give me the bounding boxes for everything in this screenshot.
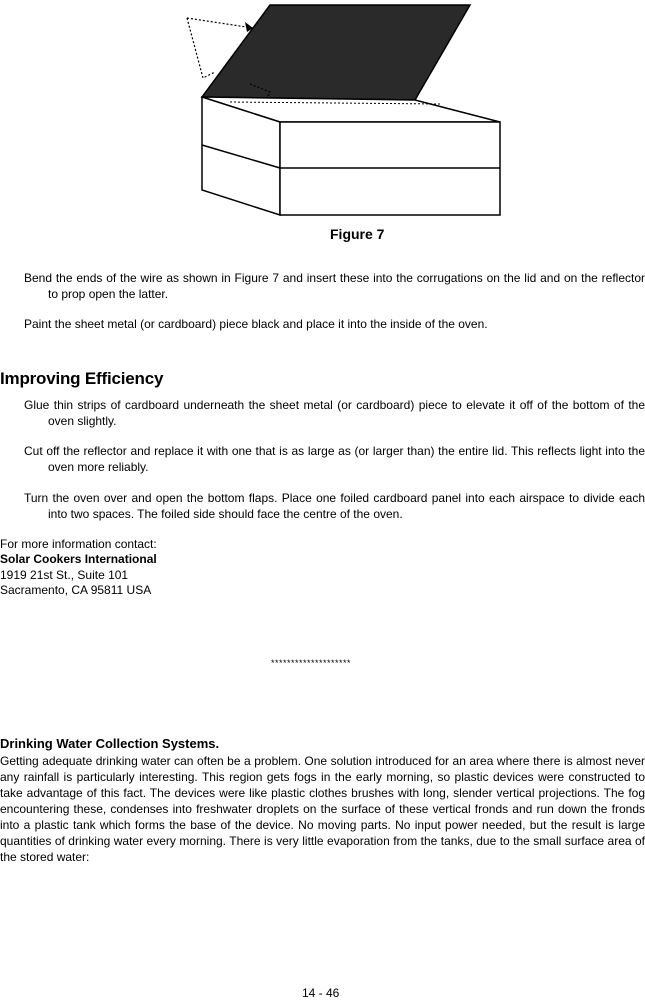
improving-item-3: Turn the oven over and open the bottom flaps. Place one foiled cardboard panel into each airspace to divide each into two spaces. The foiled side should face the centre of the oven.	[24, 491, 645, 521]
paint-instruction: Paint the sheet metal (or cardboard) piece black and place it into the inside of the oven.	[24, 317, 488, 331]
section-separator: ********************	[271, 658, 352, 668]
contact-address-line-1: 1919 21st St., Suite 101	[0, 568, 129, 582]
improving-item-1: Glue thin strips of cardboard underneath the sheet metal (or cardboard) piece to elevate it off of the bottom of the oven slightly.	[24, 398, 645, 428]
improving-item-2: Cut off the reflector and replace it with one that is as large as (or larger than) the entire lid. This reflects light into the oven more reliably.	[24, 444, 645, 474]
wire-instruction: Bend the ends of the wire as shown in Figure 7 and insert these into the corrugations on the lid and on the reflector to prop open the latter.	[24, 271, 645, 301]
drinking-water-body: Getting adequate drinking water can often be a problem. One solution introduced for an area where there is almost never any rainfall is particularly interesting. This region gets fogs in the early morning, so plastic devices were constructed to take advantage of this fact. The devices were like plastic clothes brushes with long, slender vertical projections. The fog encountering these, condenses into freshwater droplets on the surface of these vertical fronds and run down the fronds into a plastic tank which forms the base of the device. No moving parts. No input power needed, but the result is large quantities of drinking water every morning. There is very little evaporation from the tanks, due to the small surface area of the stored water:	[0, 754, 645, 864]
contact-org: Solar Cookers International	[0, 552, 157, 566]
drinking-water-heading: Drinking Water Collection Systems.	[0, 736, 220, 751]
reflector-panel	[202, 5, 470, 100]
solar-oven-figure	[175, 0, 515, 222]
improving-heading: Improving Efficiency	[0, 369, 164, 388]
figure-caption: Figure 7	[330, 226, 385, 242]
page-number: 14 - 46	[302, 986, 340, 1000]
contact-address-line-2: Sacramento, CA 95811 USA	[0, 583, 152, 597]
contact-intro: For more information contact:	[0, 537, 157, 551]
